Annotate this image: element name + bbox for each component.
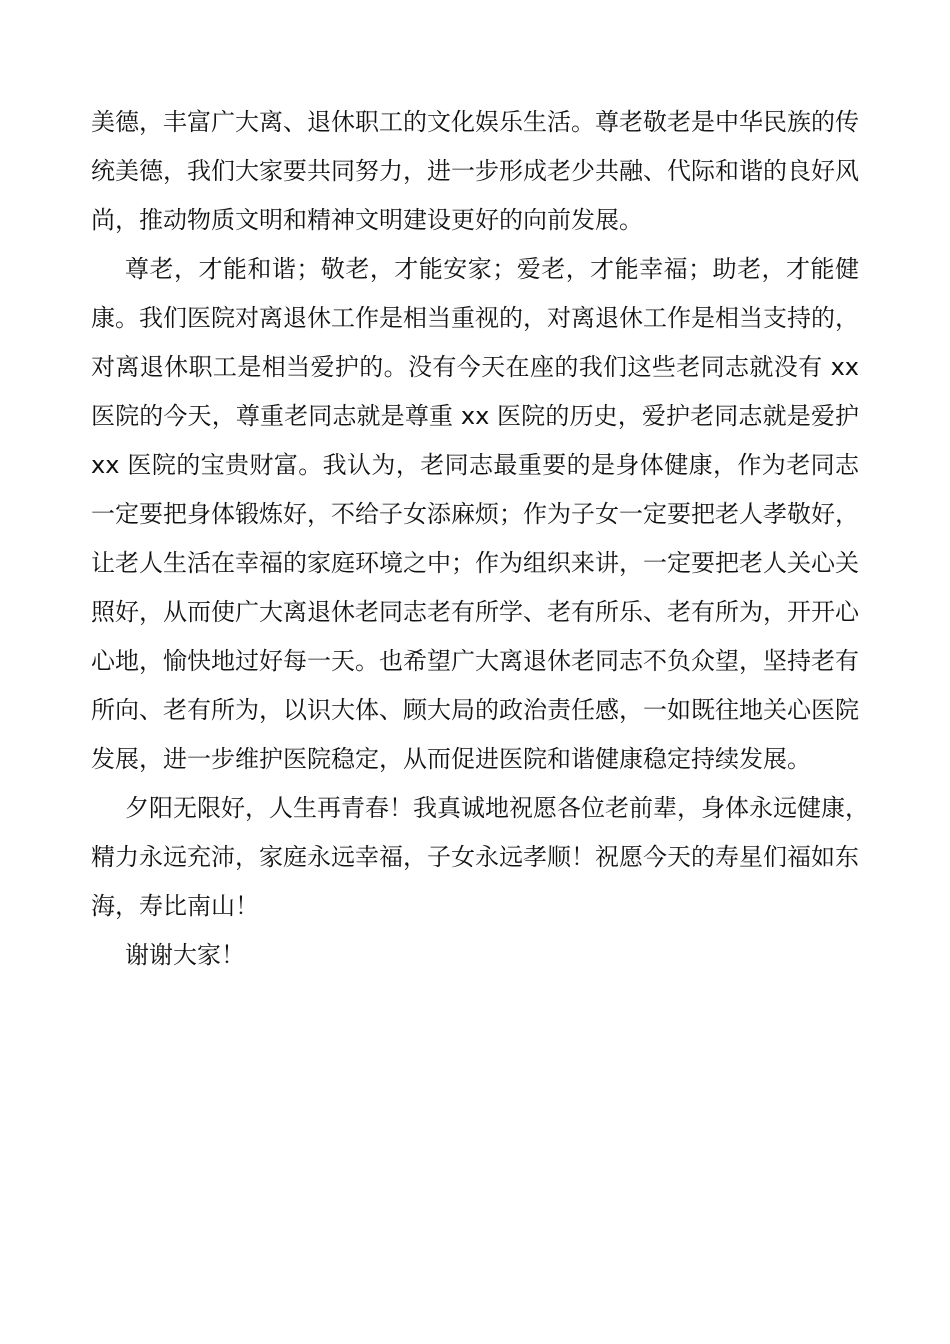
text-line: 尊老，才能和谐；敬老，才能安家；爱老，才能幸福；助老，才能健: [125, 255, 859, 283]
paragraph: [91, 931, 859, 980]
text-line: 让老人生活在幸福的家庭环境之中；作为组织来讲，一定要把老人关心关: [91, 549, 859, 577]
text-line: 精力永远充沛，家庭永远幸福，子女永远孝顺！祝愿今天的寿星们福如东: [91, 843, 859, 871]
text-line: 谢谢大家！: [125, 941, 245, 969]
text-line: 发展，进一步维护医院稳定，从而促进医院和谐健康稳定持续发展。: [91, 745, 811, 773]
text-line: 康。我们医院对离退休工作是相当重视的，对离退休工作是相当支持的，: [91, 304, 859, 332]
text-line: 所向、老有所为，以识大体、顾大局的政治责任感，一如既往地关心医院: [91, 696, 859, 724]
text-line: 统美德，我们大家要共同努力，进一步形成老少共融、代际和谐的良好风: [91, 157, 859, 185]
text-line: 尚，推动物质文明和精神文明建设更好的向前发展。: [91, 206, 643, 234]
text-line: 海，寿比南山！: [91, 892, 259, 920]
text-line: 夕阳无限好，人生再青春！我真诚地祝愿各位老前辈，身体永远健康，: [125, 794, 869, 822]
text-line: 医院的今天，尊重老同志就是尊重 xx 医院的历史，爱护老同志就是爱护: [91, 402, 859, 430]
text-line: 对离退休职工是相当爱护的。没有今天在座的我们这些老同志就没有 xx: [91, 353, 859, 381]
text-line: 美德，丰富广大离、退休职工的文化娱乐生活。尊老敬老是中华民族的传: [91, 108, 859, 136]
text-line: xx 医院的宝贵财富。我认为，老同志最重要的是身体健康，作为老同志: [91, 451, 859, 479]
paragraph: [91, 98, 859, 245]
text-line: 一定要把身体锻炼好，不给子女添麻烦；作为子女一定要把老人孝敬好，: [91, 500, 859, 528]
text-line: 心地，愉快地过好每一天。也希望广大离退休老同志不负众望，坚持老有: [91, 647, 859, 675]
document-body: [91, 98, 869, 980]
paragraph: [91, 784, 869, 931]
paragraph: [91, 245, 859, 784]
text-line: 照好，从而使广大离退休老同志老有所学、老有所乐、老有所为，开开心: [91, 598, 859, 626]
